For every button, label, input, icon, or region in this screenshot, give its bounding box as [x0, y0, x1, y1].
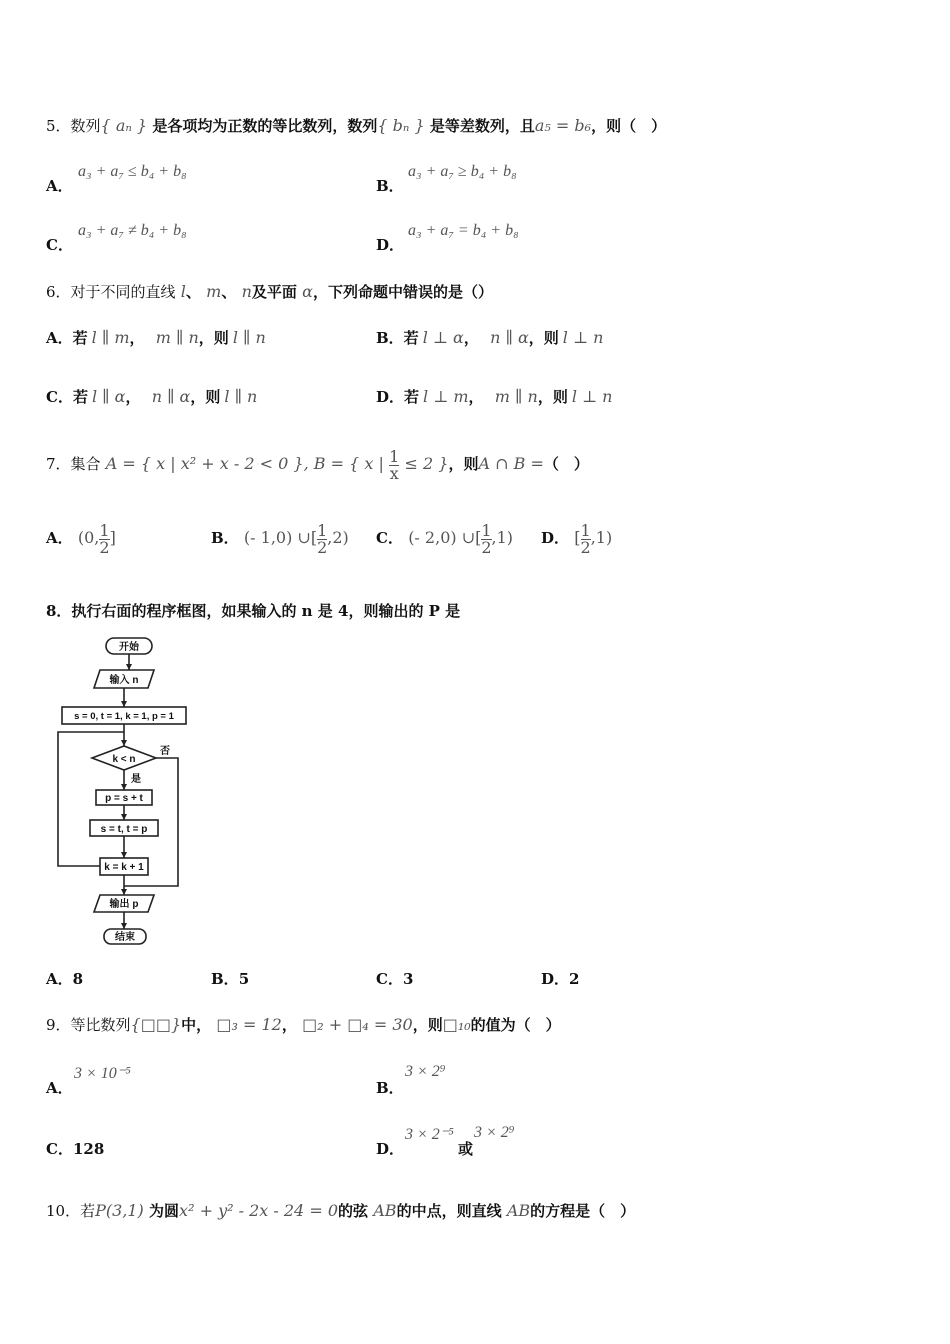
q7-option-c[interactable]: C． (- 2,0) ∪[ $\frac{1}{2}$ ,1) [376, 520, 514, 557]
q5-option-d[interactable]: D． [376, 236, 405, 254]
q7-option-d[interactable]: D． [ $\frac{1}{2}$ ,1) [541, 520, 613, 557]
flow-no-label: 否 [160, 746, 170, 757]
q9-option-d[interactable]: D． [376, 1140, 405, 1158]
q5-option-b[interactable]: B． [376, 177, 404, 195]
q9-option-d-or: 或 [458, 1140, 474, 1158]
q5-option-b-math: a₃ + a₇ ≥ b₄ + b₈ [408, 163, 517, 180]
flow-condition-text: k < n [112, 754, 136, 765]
q5-bn: { bₙ } [377, 116, 425, 135]
q5-condition: a₅ = b₆ [534, 116, 592, 135]
q7-option-a[interactable]: A． (0, $\frac{1}{2}$ ] [46, 520, 116, 557]
q8-option-d[interactable]: D．2 [541, 970, 580, 988]
q9-option-d-math2: 3 × 2⁹ [474, 1124, 515, 1141]
q6-stem: 6．对于不同的直线 l、 m、 n及平面 α，下列命题中错误的是（） [46, 282, 493, 301]
flow-init-text: s = 0, t = 1, k = 1, p = 1 [74, 711, 174, 722]
q8-flowchart [50, 630, 230, 950]
flow-start-text: 开始 [119, 642, 139, 653]
q9-option-c[interactable]: C．128 [46, 1140, 105, 1158]
q7-stem: 7．集合 A = { x | x² + x - 2 < 0 }, B = { x | $\frac{1}{x}$ ≤ 2 }，则A ∩ B =（ ） [46, 446, 589, 483]
flow-end-text: 结束 [115, 932, 135, 943]
q7-set-a: A = { x | x² + x - 2 < 0 } [105, 454, 304, 473]
flow-step1-text: p = s + t [105, 793, 143, 804]
flow-output-text: 输出 p [109, 899, 139, 910]
q5-option-d-math: a₃ + a₇ = b₄ + b₈ [408, 222, 519, 239]
q10-stem: 10．若P(3,1) 为圆x² + y² - 2x - 24 = 0的弦 AB的中点，则直线 AB的方程是（ ） [46, 1201, 636, 1220]
q5-option-c-math: a₃ + a₇ ≠ b₄ + b₈ [78, 222, 187, 239]
flow-input-text: 输入 n [109, 675, 139, 686]
q9-option-b-math: 3 × 2⁹ [405, 1063, 446, 1080]
q6-option-c[interactable]: C．若 l ∥ α， n ∥ α，则 l ∥ n [46, 387, 258, 406]
q6-option-d[interactable]: D．若 l ⊥ m， m ∥ n，则 l ⊥ n [376, 387, 613, 406]
q9-option-b[interactable]: B． [376, 1079, 404, 1097]
q5-an: { aₙ } [100, 116, 148, 135]
q8-option-c[interactable]: C．3 [376, 970, 414, 988]
flow-yes-label: 是 [131, 774, 141, 785]
flow-step3-text: k = k + 1 [104, 862, 144, 873]
q8-option-a[interactable]: A．8 [46, 970, 84, 988]
q8-option-b[interactable]: B．5 [211, 970, 250, 988]
q5-option-a[interactable]: A． [46, 177, 73, 195]
q9-option-a[interactable]: A． [46, 1079, 73, 1097]
flow-step2-text: s = t, t = p [100, 824, 148, 835]
q6-option-b[interactable]: B．若 l ⊥ α， n ∥ α，则 l ⊥ n [376, 328, 604, 347]
q5-option-c[interactable]: C． [46, 236, 73, 254]
q9-option-d-math: 3 × 2⁻⁵ [405, 1126, 454, 1143]
q9-option-a-math: 3 × 10⁻⁵ [74, 1065, 131, 1082]
q7-option-b[interactable]: B． (- 1,0) ∪[ $\frac{1}{2}$ ,2) [211, 520, 349, 557]
q9-stem: 9．等比数列{□□}中， □₃ = 12， □₂ + □₄ = 30，则□₁₀的值为（ ） [46, 1015, 561, 1034]
q8-stem: 8．执行右面的程序框图，如果输入的 n 是 4，则输出的 P 是 [46, 602, 461, 620]
q5-stem: 5．数列{ aₙ } 是各项均为正数的等比数列，数列{ bₙ } 是等差数列，且a₅ = b₆，则（ ） [46, 116, 667, 135]
q7-set-b-fraction: $\frac{1}{x}$ [389, 446, 400, 483]
q5-option-a-math: a₃ + a₇ ≤ b₄ + b₈ [78, 163, 187, 180]
q6-option-a[interactable]: A．若 l ∥ m， m ∥ n，则 l ∥ n [46, 328, 266, 347]
